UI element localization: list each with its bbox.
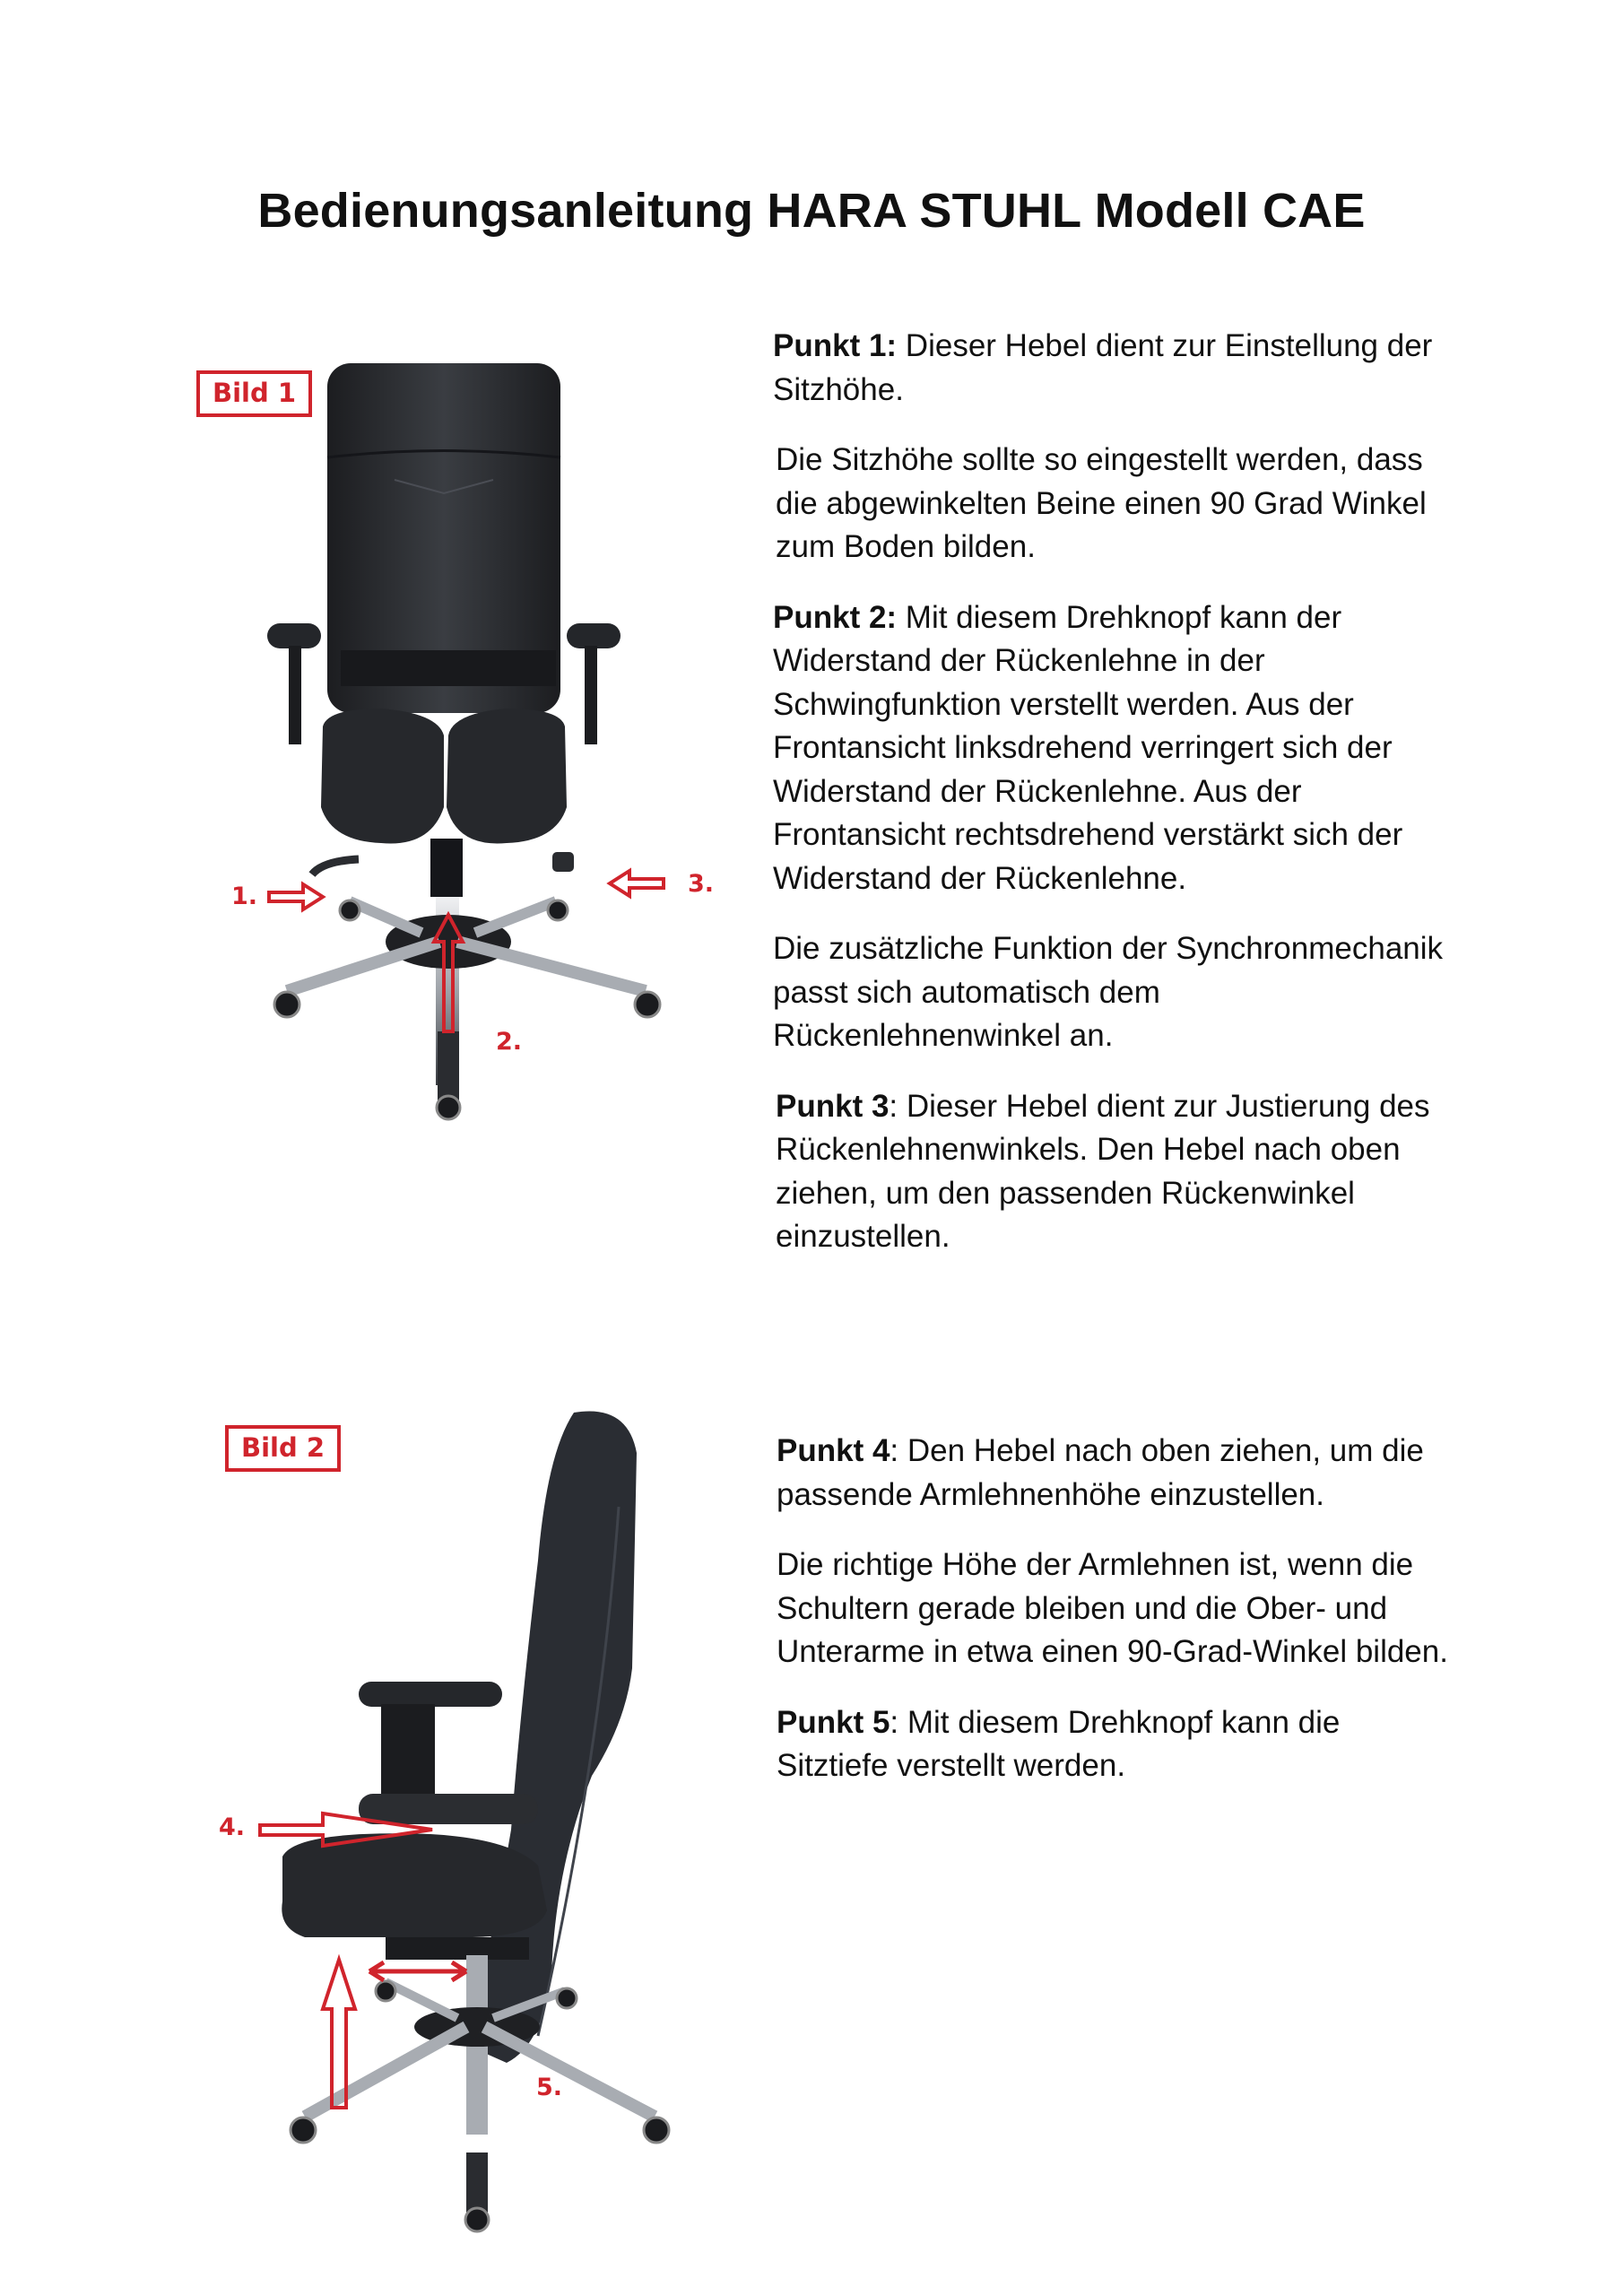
punkt-2: Punkt 2: Mit diesem Drehknopf kann der Widerstand der Rückenlehne in der Schwingfunktion verstellt werden. Aus der Frontansicht linksdrehend verringert sich der Widerstand der Rückenlehne. Aus der Frontansicht rechtsdrehend verstärkt sich der Widerstand der Rückenlehne. — [773, 599, 1403, 896]
figure-2-label: Bild 2 — [225, 1425, 341, 1472]
punkt-1-note: Die Sitzhöhe sollte so eingestellt werden, dass die abgewinkelten Beine einen 90 Grad Winkel zum Boden bilden. — [776, 442, 1427, 564]
punkt-2-note: Die zusätzliche Funktion der Synchronmechanik passt sich automatisch dem Rückenlehnenwinkel an. — [773, 931, 1444, 1053]
punkt-1: Punkt 1: Dieser Hebel dient zur Einstellung der Sitzhöhe. — [773, 328, 1433, 407]
marker-2: 2. — [496, 1028, 523, 1056]
marker-3: 3. — [688, 870, 715, 898]
chair-side-view-image — [197, 1399, 753, 2242]
marker-1: 1. — [231, 883, 258, 910]
figure-1-label: Bild 1 — [196, 370, 312, 417]
arrow-1 — [269, 884, 323, 909]
chair-front-view-image — [197, 350, 753, 1157]
section-1-text — [773, 325, 1454, 1259]
punkt-3: Punkt 3: Dieser Hebel dient zur Justierung des Rückenlehnenwinkels. Den Hebel nach oben ziehen, um den passenden Rückenwinkel einzustellen. — [776, 1088, 1430, 1254]
punkt-5: Punkt 5: Mit diesem Drehknopf kann die Sitztiefe verstellt werden. — [777, 1704, 1341, 1783]
arrow-3 — [610, 871, 664, 896]
marker-4: 4. — [219, 1813, 246, 1841]
depth-double-arrow — [369, 1962, 466, 1980]
section-2-text — [777, 1430, 1458, 1788]
marker-5: 5. — [536, 2074, 563, 2101]
page-title: Bedienungsanleitung HARA STUHL Modell CAE — [257, 184, 1366, 239]
punkt-4-note: Die richtige Höhe der Armlehnen ist, wenn die Schultern gerade bleiben und die Ober- und Unterarme in etwa einen 90-Grad-Winkel bilden. — [777, 1547, 1448, 1669]
punkt-4: Punkt 4: Den Hebel nach oben ziehen, um die passende Armlehnenhöhe einzustellen. — [777, 1433, 1424, 1512]
